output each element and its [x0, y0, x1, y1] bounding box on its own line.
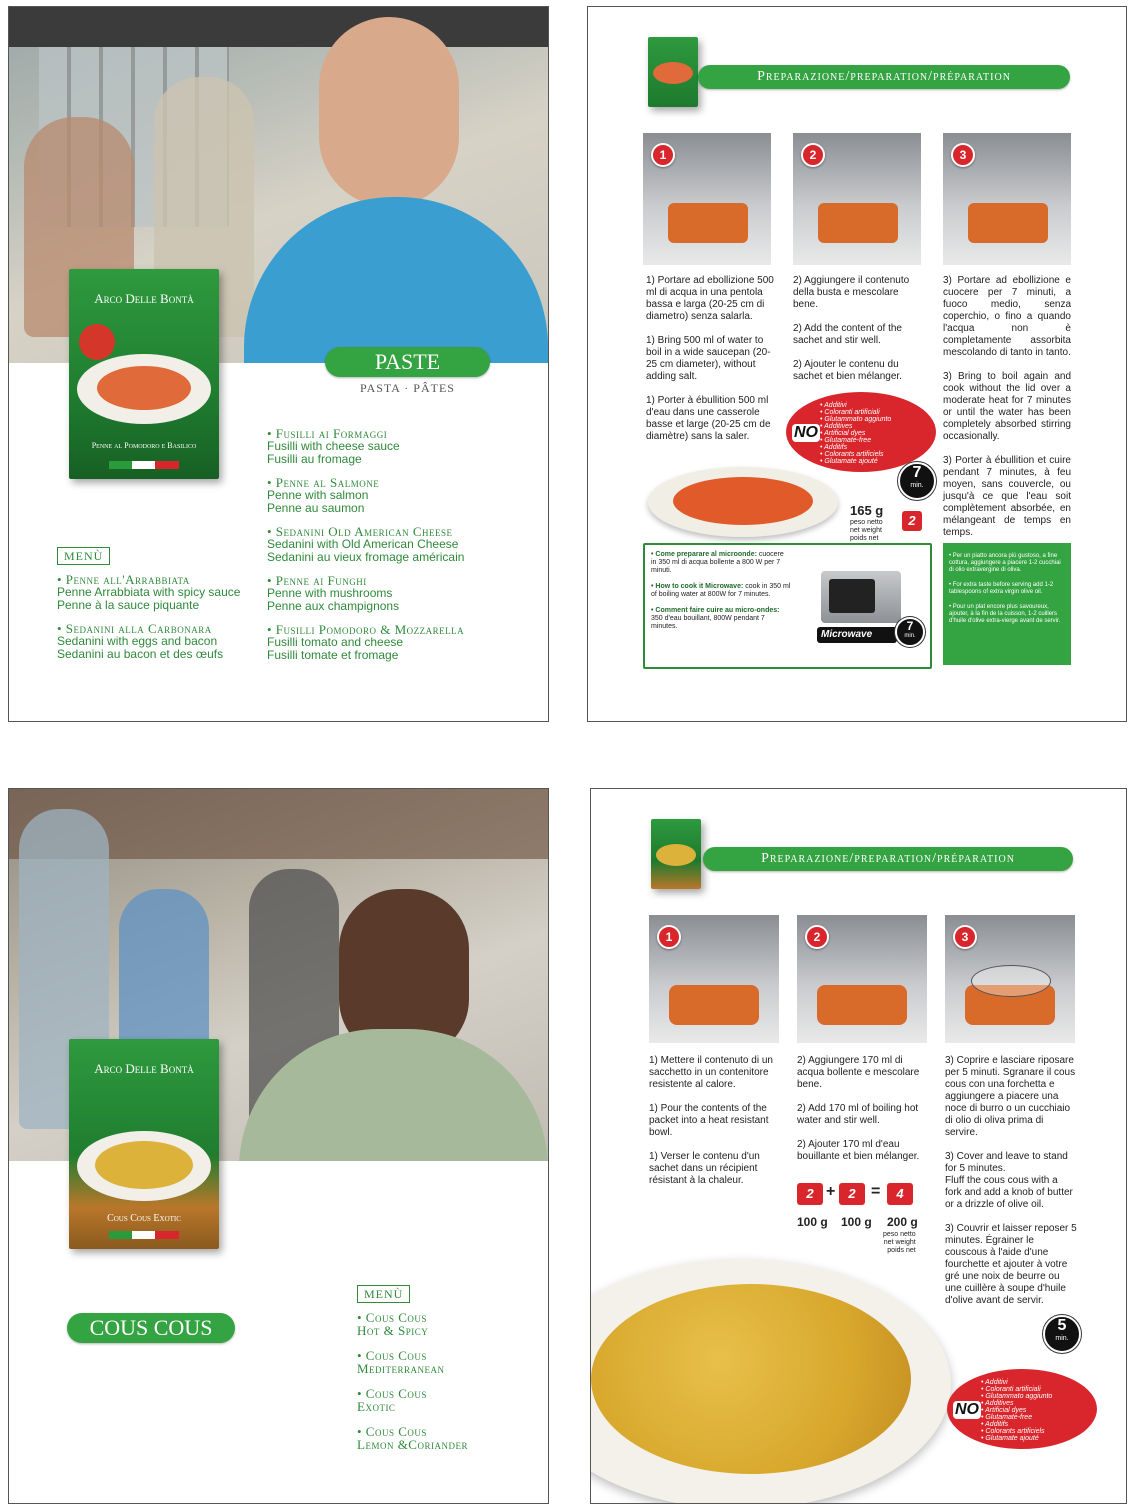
- menu-item-fr: Sedanini au vieux fromage américain: [267, 550, 465, 564]
- step2-text: 2) Aggiungere il contenuto della busta e mescolare bene. 2) Add the content of the sachet and stir well. 2) Ajouter le contenu du sachet et bien mélanger.: [793, 275, 910, 382]
- menu-item-en: Fusilli with cheese sauce: [267, 439, 400, 453]
- menu-item-name: • Sedanini Old American Cheese: [267, 524, 453, 539]
- box-plate: [77, 354, 211, 424]
- menu-item: [57, 622, 267, 661]
- microwave-label: Microwave: [817, 627, 897, 643]
- no-list-item: • Glutamate-free: [981, 1414, 1033, 1421]
- mini-box-couscous: [651, 819, 701, 889]
- menu-item: [357, 1349, 537, 1375]
- menu-label: MENÙ: [57, 547, 110, 565]
- menu-item-name: • Sedanini alla Carbonara: [57, 621, 212, 636]
- box-tomato: [79, 324, 115, 360]
- portion-icon-3: 4: [887, 1183, 913, 1205]
- equals-sign: =: [871, 1183, 881, 1200]
- menu-item-line2: Exotic: [357, 1399, 396, 1414]
- net-weight: 165 g: [850, 503, 884, 518]
- microwave-instruction-title: • How to cook it Microwave:: [651, 583, 744, 590]
- menu-item-name: • Penne ai Funghi: [267, 573, 367, 588]
- microwave-timer: [895, 617, 925, 647]
- step2-badge: 2: [801, 143, 825, 167]
- menu-item-name: • Fusilli Pomodoro & Mozzarella: [267, 622, 465, 637]
- box-flag: [109, 461, 179, 469]
- menu-label-2: MENÙ: [357, 1285, 410, 1303]
- menu-column-right: [267, 427, 537, 672]
- menu-item-en: Penne with salmon: [267, 488, 369, 502]
- cc-step3-text: 3) Coprire e lasciare riposare per 5 minuti. Sgranare il cous cous con una forchetta e aggiungere a piacere una noce di burro o un cucchiaio di olio di oliva prima di servire. 3) Cover and leave to stand for 5 minutes. Fluff the cous cous with a fork and add a knob of butter or a drizzle of olive oil. 3) Couvrir et laisser reposer 5 minutes. Égrainer le couscous à l'aide d'une fourchette et ajouter à votre gré une noix de beurre ou une cuillère à soupe d'huile d'olive avant de servir.: [945, 1055, 1077, 1306]
- menu-item: [267, 427, 537, 466]
- cc-step2-badge: 2: [805, 925, 829, 949]
- timer-number: 7: [912, 464, 922, 481]
- category-subtitle: PASTA · PÂTES: [360, 381, 455, 395]
- menu-item-line1: • Cous Cous: [357, 1424, 427, 1439]
- portion-icon-1: 2: [797, 1183, 823, 1205]
- timer-number-2: 5: [1057, 1317, 1067, 1334]
- menu-item: [357, 1311, 537, 1337]
- net-weight-label: peso netto net weight poids net: [850, 519, 883, 542]
- weight-1: 100 g: [797, 1215, 828, 1229]
- no-list-item: • Glutammato aggiunto: [981, 1393, 1053, 1400]
- weight-3: 200 g: [887, 1215, 918, 1229]
- menu-item-fr: Penne à la sauce piquante: [57, 598, 200, 612]
- menu-item-name: • Fusilli ai Formaggi: [267, 426, 388, 441]
- menu-item-en: Penne Arrabbiata with spicy sauce: [57, 585, 241, 599]
- no-list-item: • Artificial dyes: [981, 1407, 1027, 1414]
- pasta-plate-photo: [648, 467, 838, 537]
- box-brand: Arco Delle Bontà: [94, 291, 194, 306]
- microwave-timer-number: 7: [906, 619, 914, 633]
- timer-unit: min.: [910, 482, 924, 489]
- timer-7min: [898, 462, 936, 500]
- product-box-penne: [69, 269, 219, 479]
- menu-item-name: • Penne all'Arrabbiata: [57, 572, 190, 587]
- menu-item-line1: • Cous Cous: [357, 1348, 427, 1363]
- menu-item: [267, 574, 537, 613]
- no-additives-badge-2: [947, 1369, 1097, 1449]
- no-list-item: • Glutamate-free: [820, 437, 872, 444]
- no-list-item: • Artificial dyes: [820, 430, 866, 437]
- menu-item-line2: Mediterranean: [357, 1361, 445, 1376]
- category-title-pill-2: COUS COUS: [67, 1313, 235, 1343]
- menu-item-en: Fusilli tomato and cheese: [267, 635, 404, 649]
- box-product-name-2: Cous Cous Exotic: [107, 1213, 181, 1224]
- microwave-instruction-title: • Come preparare al microonde:: [651, 551, 757, 558]
- no-list-item: • Additifs: [981, 1421, 1009, 1428]
- menu-item-fr: Penne au saumon: [267, 501, 365, 515]
- menu-couscous: [357, 1311, 537, 1463]
- microwave-instruction-text: 350 d'eau bouillant, 800W pendant 7 minutes.: [651, 615, 765, 630]
- box-plate-2: [77, 1131, 211, 1201]
- page-preparation-couscous: [590, 788, 1127, 1504]
- no-list-item: • Additifs: [820, 444, 848, 451]
- box-product-name: Penne al Pomodoro e Basilico: [91, 441, 197, 450]
- couscous-plate-photo: [590, 1259, 951, 1504]
- no-list-item: • Additives: [981, 1400, 1014, 1407]
- category-title-pill: PASTE: [325, 347, 490, 377]
- product-box-couscous: [69, 1039, 219, 1249]
- cc-step1-badge: 1: [657, 925, 681, 949]
- menu-item: [267, 476, 537, 515]
- microwave-timer-unit: min.: [904, 633, 916, 639]
- step1-text: 1) Portare ad ebollizione 500 ml di acqua in una pentola bassa e larga (20-25 cm di diametro) senza salarla. 1) Bring 500 ml of water to boil in a wide saucepan (20-25 cm diameter), without adding salt. 1) Porter à ébullition 500 ml d'eau dans une casserole basse et large (20-25 cm de diamètre) sans la saler.: [646, 275, 774, 442]
- no-list-item: • Additivi: [820, 402, 847, 409]
- timer-unit-2: min.: [1055, 1335, 1069, 1342]
- menu-item-fr: Fusilli tomate et fromage: [267, 648, 399, 662]
- menu-item: [57, 573, 267, 612]
- tip-item: • Pour un plat encore plus savoureux, ajouter, à la fin de la cuisson, 1-2 cuillers d'huile d'olive extra-vierge avant de servir.: [949, 604, 1061, 624]
- page-cous-cous: [8, 788, 549, 1504]
- microwave-instruction-title: • Comment faire cuire au micro-ondes:: [651, 607, 780, 614]
- tip-item: • For extra taste before serving add 1-2 tablespoons of extra virgin olive oil.: [949, 582, 1054, 595]
- menu-item-line2: Lemon &Coriander: [357, 1437, 468, 1452]
- menu-item: [267, 525, 537, 564]
- microwave-instruction-text: cuocere in 350 ml di acqua bollente a 800 W per 7 minuti.: [651, 551, 784, 574]
- menu-item-en: Sedanini with Old American Cheese: [267, 537, 459, 551]
- step1-badge: 1: [651, 143, 675, 167]
- no-list-item: • Colorants artificiels: [820, 451, 884, 458]
- menu-item-fr: Sedanini au bacon et des œufs: [57, 647, 224, 661]
- microwave-instruction: [651, 607, 791, 631]
- step3-text: 3) Portare ad ebollizione e cuocere per 7 minuti, a fuoco medio, senza coperchio, o fino a quando l'acqua non è completamente assorbita mescolando di tanto in tanto. 3) Bring to boil again and cook without the lid over a moderate heat for 7 minutes or until the water has been completely absorbed stirring occasionally. 3) Porter à ébullition et cuire pendant 7 minutes, à feu moyen, sans couvercle, ou jusqu'à ce que l'eau soit complètement absorbée, en mélangeant de temps en temps.: [943, 275, 1071, 538]
- no-list-item: • Colorants artificiels: [981, 1428, 1045, 1435]
- menu-item-en: Penne with mushrooms: [267, 586, 393, 600]
- menu-item-line1: • Cous Cous: [357, 1386, 427, 1401]
- microwave-instruction: [651, 551, 791, 575]
- page-preparation-pasta: [587, 6, 1127, 722]
- menu-item-line2: Hot & Spicy: [357, 1323, 429, 1338]
- menu-item: [267, 623, 537, 662]
- microwave-text: [651, 551, 791, 639]
- no-additives-badge: [786, 392, 936, 472]
- step3-badge: 3: [951, 143, 975, 167]
- cc-step3-badge: 3: [953, 925, 977, 949]
- microwave-instruction: [651, 583, 791, 599]
- portion-icon-2: 2: [839, 1183, 865, 1205]
- no-label-2: NO: [955, 1401, 979, 1418]
- preparation-header: Preparazione/preparation/préparation: [698, 65, 1070, 89]
- no-list-item: • Coloranti artificiali: [820, 409, 880, 416]
- weight-2: 100 g: [841, 1215, 872, 1229]
- preparation-header-2: Preparazione/preparation/préparation: [703, 847, 1073, 871]
- microwave-photo: [821, 571, 901, 623]
- mini-box-penne: [648, 37, 698, 107]
- net-weight-label-2: peso netto net weight poids net: [883, 1231, 916, 1254]
- cc-step1-text: 1) Mettere il contenuto di un sacchetto in un contenitore resistente al calore. 1) Pour the contents of the packet into a heat resistant bowl. 1) Verser le contenu d'un sachet dans un récipient résistant à la chaleur.: [649, 1055, 773, 1186]
- menu-item-name: • Penne al Salmone: [267, 475, 380, 490]
- servings-icon: 2: [902, 511, 922, 531]
- no-list-item: • Glutamate ajouté: [981, 1435, 1039, 1442]
- no-list-item: • Glutammato aggiunto: [820, 416, 892, 423]
- microwave-instruction-text: cook in 350 ml of boiling water at 800W for 7 minutes.: [651, 583, 791, 598]
- no-list-item: • Additivi: [981, 1379, 1008, 1386]
- microwave-instructions-box: [643, 543, 932, 669]
- no-list-item: • Additives: [820, 423, 853, 430]
- menu-item: [357, 1425, 537, 1451]
- menu-item-line1: • Cous Cous: [357, 1310, 427, 1325]
- timer-5min: [1043, 1315, 1081, 1353]
- menu-column-left: [57, 573, 267, 671]
- menu-item: [357, 1387, 537, 1413]
- no-additives-list-2: [981, 1379, 1052, 1442]
- no-additives-list: [820, 402, 891, 465]
- tips-box: [943, 543, 1071, 665]
- box-flag-2: [109, 1231, 179, 1239]
- menu-item-fr: Fusilli au fromage: [267, 452, 362, 466]
- cc-step2-text: 2) Aggiungere 170 ml di acqua bollente e mescolare bene. 2) Add 170 ml of boiling hot water and stir well. 2) Ajouter 170 ml d'eau bouillante et bien mélanger.: [797, 1055, 920, 1162]
- menu-item-fr: Penne aux champignons: [267, 599, 400, 613]
- page-paste: [8, 6, 549, 722]
- no-list-item: • Coloranti artificiali: [981, 1386, 1041, 1393]
- box-brand-2: Arco Delle Bontà: [94, 1061, 194, 1076]
- plus-sign: +: [826, 1183, 836, 1200]
- tip-item: • Per un piatto ancora più gustoso, a fine cottura, aggiungere a piacere 1-2 cucchiai di olio extravergine di oliva.: [949, 553, 1061, 573]
- portions-row: [797, 1183, 937, 1207]
- no-label: NO: [794, 424, 818, 441]
- menu-item-en: Sedanini with eggs and bacon: [57, 634, 218, 648]
- no-list-item: • Glutamate ajouté: [820, 458, 878, 465]
